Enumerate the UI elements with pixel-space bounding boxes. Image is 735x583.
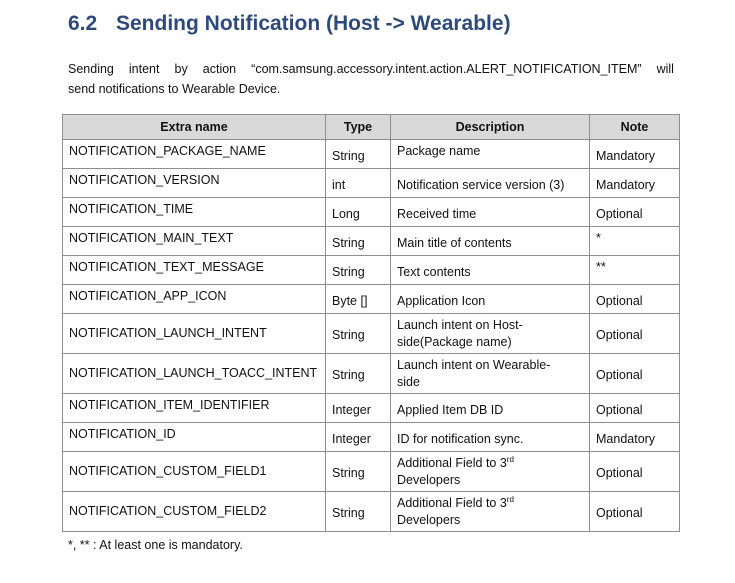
cell-note: Optional (590, 492, 680, 532)
table-row (63, 140, 680, 169)
cell-desc (391, 492, 590, 532)
desc-text: Additional Field to 3 (397, 455, 507, 470)
cell-note: ** (590, 256, 680, 285)
cell-note: Optional (590, 354, 680, 394)
cell-type: String (326, 256, 391, 285)
desc-line: Launch intent on Host- (397, 317, 523, 332)
table-row (63, 314, 680, 354)
desc-line: side(Package name) (397, 334, 512, 349)
intro-line-2: send notifications to Wearable Device. (68, 82, 281, 96)
intro-action-string: “com.samsung.accessory.intent.action.ALERT_NOTIFICATION_ITEM” (251, 62, 642, 76)
desc-text: Additional Field to 3 (397, 495, 507, 510)
cell-type: String (326, 452, 391, 492)
cell-type: String (326, 314, 391, 354)
cell-note: Optional (590, 394, 680, 423)
desc-superscript: rd (506, 454, 514, 464)
cell-type: String (326, 354, 391, 394)
cell-desc: Package name (391, 140, 590, 169)
cell-name: NOTIFICATION_ID (63, 423, 326, 452)
cell-name: NOTIFICATION_APP_ICON (63, 285, 326, 314)
cell-note: Optional (590, 314, 680, 354)
cell-type: Integer (326, 394, 391, 423)
cell-name: NOTIFICATION_MAIN_TEXT (63, 227, 326, 256)
desc-line: Launch intent on Wearable- (397, 357, 551, 372)
cell-name: NOTIFICATION_VERSION (63, 169, 326, 198)
cell-note: Optional (590, 452, 680, 492)
section-title: Sending Notification (Host -> Wearable) (116, 12, 511, 35)
cell-desc: Received time (391, 198, 590, 227)
table-row (63, 452, 680, 492)
cell-desc (391, 354, 590, 394)
cell-desc (391, 314, 590, 354)
intro-word: will (656, 62, 674, 76)
cell-name: NOTIFICATION_CUSTOM_FIELD2 (63, 492, 326, 532)
header-type: Type (326, 115, 391, 140)
desc-line (397, 455, 583, 472)
section-number: 6.2 (68, 12, 98, 35)
desc-line: Developers (397, 472, 461, 487)
table-row (63, 394, 680, 423)
cell-name: NOTIFICATION_LAUNCH_TOACC_INTENT (63, 354, 326, 394)
table-row (63, 285, 680, 314)
desc-superscript: rd (506, 494, 514, 504)
intro-paragraph (68, 59, 674, 99)
cell-name: NOTIFICATION_TIME (63, 198, 326, 227)
intro-word: by (174, 62, 188, 76)
cell-type: String (326, 140, 391, 169)
extras-table (62, 114, 680, 532)
intro-word: action (202, 62, 237, 76)
header-description: Description (391, 115, 590, 140)
cell-name: NOTIFICATION_ITEM_IDENTIFIER (63, 394, 326, 423)
cell-desc (391, 452, 590, 492)
desc-line: Developers (397, 512, 461, 527)
intro-word: Sending (68, 62, 114, 76)
cell-note: Optional (590, 285, 680, 314)
header-extra-name: Extra name (63, 115, 326, 140)
table-row (63, 227, 680, 256)
cell-note: Optional (590, 198, 680, 227)
table-row (63, 198, 680, 227)
cell-note: Mandatory (590, 169, 680, 198)
intro-line-1 (68, 59, 674, 79)
desc-line (397, 495, 583, 512)
cell-type: Long (326, 198, 391, 227)
cell-note: Mandatory (590, 140, 680, 169)
cell-desc: Main title of contents (391, 227, 590, 256)
cell-desc: Application Icon (391, 285, 590, 314)
cell-name: NOTIFICATION_LAUNCH_INTENT (63, 314, 326, 354)
intro-word: intent (128, 62, 160, 76)
cell-name: NOTIFICATION_CUSTOM_FIELD1 (63, 452, 326, 492)
cell-note: Mandatory (590, 423, 680, 452)
table-header-row (63, 115, 680, 140)
cell-type: String (326, 492, 391, 532)
cell-desc: ID for notification sync. (391, 423, 590, 452)
table-row (63, 492, 680, 532)
desc-line: side (397, 374, 420, 389)
cell-name: NOTIFICATION_TEXT_MESSAGE (63, 256, 326, 285)
cell-desc: Notification service version (3) (391, 169, 590, 198)
header-note: Note (590, 115, 680, 140)
section-heading (68, 12, 511, 36)
cell-note: * (590, 227, 680, 256)
cell-desc: Applied Item DB ID (391, 394, 590, 423)
cell-type: String (326, 227, 391, 256)
cell-type: Byte [] (326, 285, 391, 314)
table-row (63, 256, 680, 285)
footnote: *, ** : At least one is mandatory. (68, 538, 243, 552)
table-row (63, 169, 680, 198)
cell-name: NOTIFICATION_PACKAGE_NAME (63, 140, 326, 169)
cell-desc: Text contents (391, 256, 590, 285)
cell-type: Integer (326, 423, 391, 452)
table-row (63, 354, 680, 394)
cell-type: int (326, 169, 391, 198)
table-row (63, 423, 680, 452)
